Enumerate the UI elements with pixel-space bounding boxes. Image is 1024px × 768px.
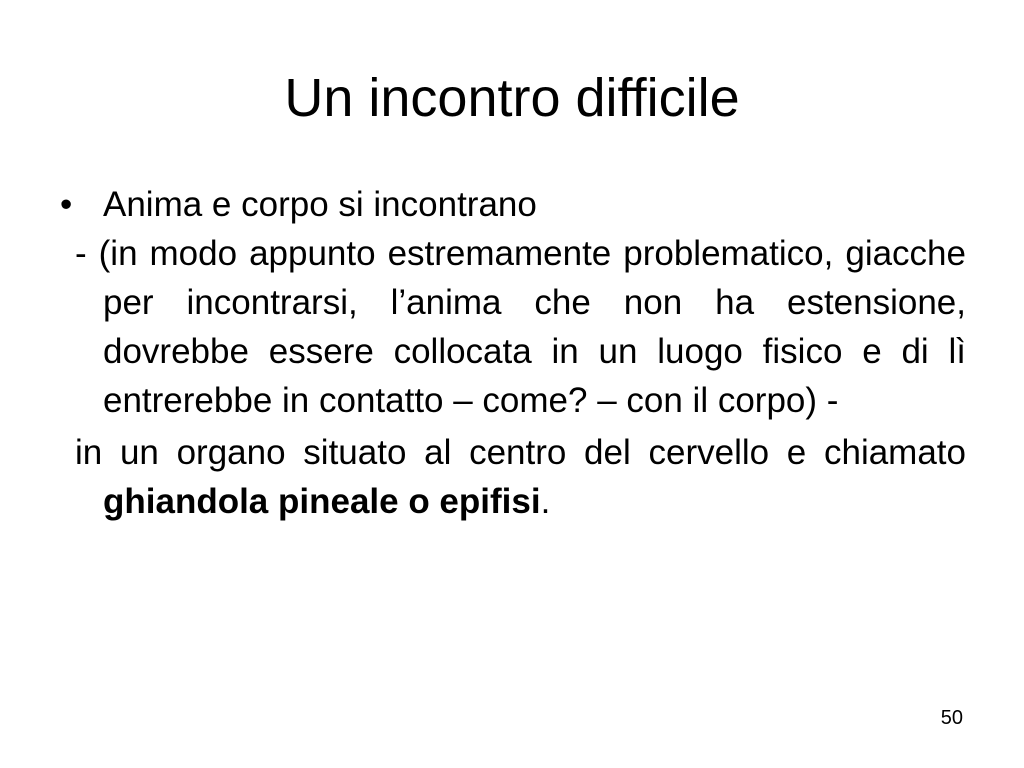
conclusion-period: . bbox=[540, 482, 551, 521]
slide-content bbox=[60, 180, 966, 526]
conclusion-paragraph bbox=[60, 428, 966, 526]
emphasized-term: ghiandola pineale o epifisi bbox=[103, 482, 541, 521]
bullet-icon: • bbox=[60, 185, 73, 224]
page-number: 50 bbox=[940, 707, 963, 729]
parenthetical-paragraph: - (in modo appunto estremamente problematico, giacche per incontrarsi, l’anima che non ha estensione, dovrebbe essere collocata in un luogo fisico e di lì entrerebbe in contatto – come? – con il corpo) - bbox=[75, 234, 966, 420]
slide-title: Un incontro difficile bbox=[284, 68, 740, 128]
bullet-item bbox=[60, 180, 966, 229]
conclusion-text: in un organo situato al centro del cervello e chiamato bbox=[75, 433, 966, 472]
bullet-text: Anima e corpo si incontrano bbox=[103, 185, 537, 224]
